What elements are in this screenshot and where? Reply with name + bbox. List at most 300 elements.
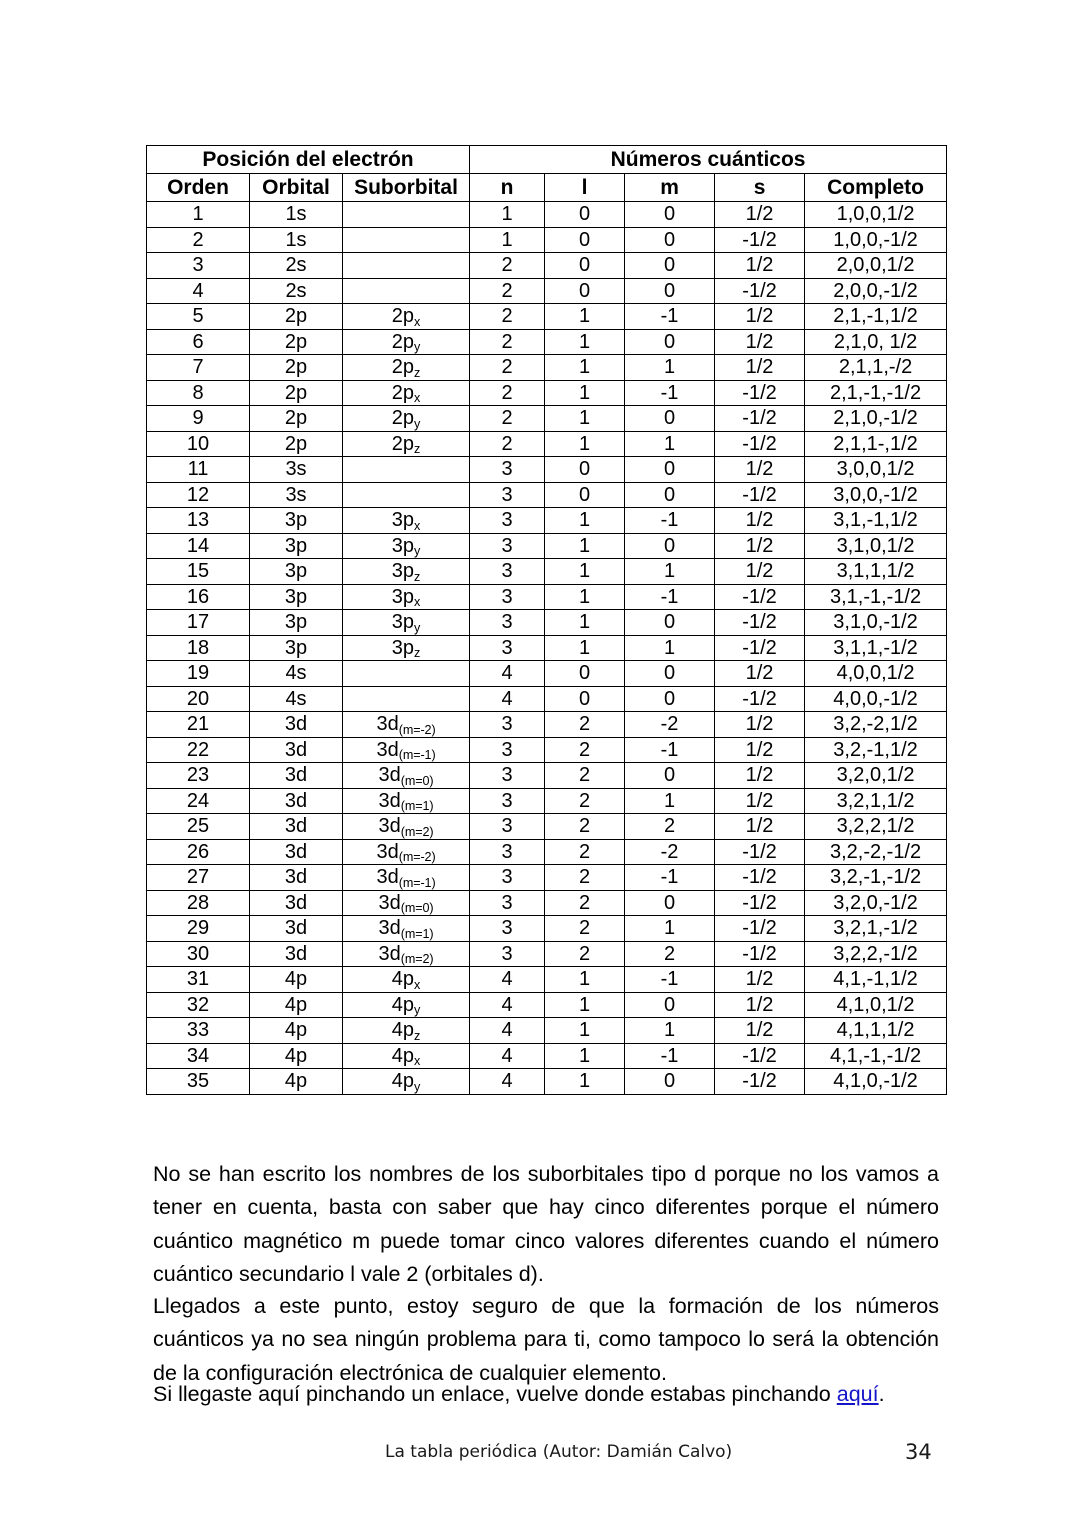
suborbital-base: 3d [376, 840, 399, 863]
suborbital-subscript: x [414, 391, 421, 406]
cell-s: 1/2 [715, 814, 805, 840]
cell-completo: 2,1,1-,1/2 [805, 431, 947, 457]
cell-m: 0 [625, 329, 715, 355]
cell-s: -1/2 [715, 1069, 805, 1095]
cell-orbital: 3p [250, 508, 343, 534]
table-row [147, 380, 947, 406]
aqui-link[interactable]: aquí [836, 1381, 879, 1406]
cell-orbital: 2s [250, 253, 343, 279]
cell-orbital: 3p [250, 610, 343, 636]
cell-n: 3 [470, 941, 545, 967]
cell-orbital: 3d [250, 763, 343, 789]
cell-l: 2 [545, 890, 625, 916]
cell-n: 2 [470, 406, 545, 432]
cell-orden: 3 [147, 253, 250, 279]
cell-s: 1/2 [715, 712, 805, 738]
cell-orden: 31 [147, 967, 250, 993]
cell-orbital: 3s [250, 457, 343, 483]
cell-suborbital [343, 1018, 470, 1044]
cell-s: -1/2 [715, 890, 805, 916]
cell-n: 2 [470, 431, 545, 457]
cell-m: 0 [625, 457, 715, 483]
cell-n: 3 [470, 737, 545, 763]
cell-completo: 3,1,0,1/2 [805, 533, 947, 559]
table-row [147, 355, 947, 381]
cell-suborbital [343, 1069, 470, 1095]
cell-m: 2 [625, 814, 715, 840]
cell-orbital: 2p [250, 431, 343, 457]
cell-suborbital [343, 355, 470, 381]
cell-s: 1/2 [715, 508, 805, 534]
cell-l: 1 [545, 610, 625, 636]
suborbital-subscript: (m=0) [400, 901, 434, 916]
cell-orden: 18 [147, 635, 250, 661]
table-row [147, 406, 947, 432]
suborbital-base: 2p [391, 432, 415, 455]
cell-orden: 27 [147, 865, 250, 891]
cell-m: -1 [625, 304, 715, 330]
cell-completo: 1,0,0,1/2 [805, 202, 947, 228]
cell-orden: 23 [147, 763, 250, 789]
table-row [147, 890, 947, 916]
suborbital-subscript: z [414, 442, 421, 457]
paragraph-llegados-a-este-punto: Llegados a este punto, estoy seguro de que la formación de los números cuánticos ya no sea ningún problema para ti, como tampoco lo será la obtención de la configuración electrónica de cualquier elemento. [153, 1293, 939, 1385]
column-header-orbital: Orbital [250, 174, 343, 202]
table-row [147, 559, 947, 585]
cell-m: 1 [625, 559, 715, 585]
cell-orbital: 4s [250, 661, 343, 687]
cell-completo: 3,2,-1,1/2 [805, 737, 947, 763]
suborbital-base: 3d [378, 789, 401, 812]
cell-m: 0 [625, 763, 715, 789]
group-header-posicion: Posición del electrón [147, 146, 470, 174]
cell-suborbital [343, 533, 470, 559]
cell-suborbital [343, 304, 470, 330]
suborbital-subscript: y [414, 340, 421, 355]
suborbital-subscript: y [414, 544, 421, 559]
table-row [147, 1069, 947, 1095]
cell-m: 0 [625, 661, 715, 687]
cell-m: -1 [625, 508, 715, 534]
cell-n: 4 [470, 1018, 545, 1044]
cell-completo: 3,2,0,-1/2 [805, 890, 947, 916]
suborbital-subscript: y [414, 1079, 421, 1094]
table-row [147, 686, 947, 712]
cell-orden: 4 [147, 278, 250, 304]
cell-orbital: 4p [250, 967, 343, 993]
table-row [147, 992, 947, 1018]
cell-orbital: 4p [250, 1043, 343, 1069]
cell-completo: 3,2,-2,-1/2 [805, 839, 947, 865]
suborbital-base: 3d [376, 713, 399, 736]
cell-suborbital [343, 584, 470, 610]
cell-orbital: 2p [250, 380, 343, 406]
table-row [147, 661, 947, 687]
cell-l: 2 [545, 788, 625, 814]
cell-orbital: 2p [250, 406, 343, 432]
suborbital-subscript: (m=-1) [398, 748, 436, 763]
paragraph-enlace-text-after: . [878, 1381, 885, 1406]
column-header-n: n [470, 174, 545, 202]
cell-orden: 15 [147, 559, 250, 585]
cell-orden: 8 [147, 380, 250, 406]
column-header-m: m [625, 174, 715, 202]
table-row [147, 737, 947, 763]
table-row [147, 584, 947, 610]
cell-n: 1 [470, 227, 545, 253]
cell-l: 0 [545, 278, 625, 304]
cell-orbital: 3d [250, 916, 343, 942]
suborbital-subscript: y [414, 416, 421, 431]
table-header [147, 146, 947, 202]
cell-orden: 14 [147, 533, 250, 559]
cell-suborbital [343, 839, 470, 865]
table-body [147, 202, 947, 1095]
cell-completo: 3,2,0,1/2 [805, 763, 947, 789]
cell-m: -2 [625, 712, 715, 738]
cell-n: 3 [470, 890, 545, 916]
footer-document-title: La tabla periódica (Autor: Damián Calvo) [385, 1442, 733, 1462]
cell-suborbital [343, 661, 470, 687]
cell-suborbital [343, 992, 470, 1018]
cell-s: -1/2 [715, 227, 805, 253]
cell-n: 3 [470, 457, 545, 483]
cell-suborbital [343, 559, 470, 585]
cell-s: -1/2 [715, 941, 805, 967]
quantum-numbers-table [146, 145, 947, 1095]
cell-l: 0 [545, 227, 625, 253]
cell-completo: 2,1,0,-1/2 [805, 406, 947, 432]
cell-orbital: 3d [250, 865, 343, 891]
cell-s: -1/2 [715, 635, 805, 661]
cell-orbital: 4p [250, 1018, 343, 1044]
cell-n: 2 [470, 355, 545, 381]
cell-completo: 1,0,0,-1/2 [805, 227, 947, 253]
suborbital-base: 3d [376, 738, 399, 761]
cell-orden: 20 [147, 686, 250, 712]
cell-s: -1/2 [715, 865, 805, 891]
table-row [147, 1018, 947, 1044]
cell-n: 2 [470, 278, 545, 304]
cell-m: 0 [625, 992, 715, 1018]
paragraph-enlace-text-before: Si llegaste aquí pinchando un enlace, vuelve donde estabas pinchando [153, 1381, 837, 1406]
cell-n: 4 [470, 992, 545, 1018]
cell-s: -1/2 [715, 584, 805, 610]
cell-n: 3 [470, 865, 545, 891]
suborbital-base: 4p [391, 993, 415, 1016]
suborbital-subscript: x [414, 595, 421, 610]
cell-l: 1 [545, 406, 625, 432]
suborbital-subscript: x [414, 314, 421, 329]
table-row [147, 431, 947, 457]
column-header-orden: Orden [147, 174, 250, 202]
suborbital-base: 4p [391, 968, 415, 991]
suborbital-base: 3d [378, 815, 401, 838]
cell-l: 1 [545, 584, 625, 610]
cell-suborbital [343, 967, 470, 993]
table-row [147, 1043, 947, 1069]
cell-suborbital [343, 202, 470, 228]
cell-orbital: 3p [250, 584, 343, 610]
table-row [147, 508, 947, 534]
cell-s: 1/2 [715, 1018, 805, 1044]
table-column-header-row [147, 174, 947, 202]
cell-m: -1 [625, 865, 715, 891]
table-row [147, 712, 947, 738]
suborbital-subscript: z [414, 569, 421, 584]
cell-l: 2 [545, 712, 625, 738]
cell-completo: 4,1,1,1/2 [805, 1018, 947, 1044]
cell-l: 2 [545, 916, 625, 942]
cell-orden: 21 [147, 712, 250, 738]
suborbital-base: 3p [391, 585, 415, 608]
cell-l: 0 [545, 482, 625, 508]
cell-completo: 3,1,-1,-1/2 [805, 584, 947, 610]
cell-m: 1 [625, 788, 715, 814]
cell-l: 1 [545, 1043, 625, 1069]
cell-completo: 4,1,0,1/2 [805, 992, 947, 1018]
cell-s: -1/2 [715, 1043, 805, 1069]
table-row [147, 814, 947, 840]
cell-n: 4 [470, 686, 545, 712]
cell-m: 1 [625, 1018, 715, 1044]
cell-orden: 1 [147, 202, 250, 228]
cell-n: 3 [470, 482, 545, 508]
suborbital-subscript: (m=1) [400, 799, 434, 814]
cell-s: -1/2 [715, 380, 805, 406]
cell-l: 1 [545, 431, 625, 457]
cell-completo: 4,0,0,1/2 [805, 661, 947, 687]
cell-s: -1/2 [715, 610, 805, 636]
cell-orbital: 2p [250, 355, 343, 381]
cell-n: 3 [470, 635, 545, 661]
cell-suborbital [343, 508, 470, 534]
cell-s: 1/2 [715, 329, 805, 355]
cell-l: 0 [545, 202, 625, 228]
group-header-numeros: Números cuánticos [470, 146, 947, 174]
cell-m: 0 [625, 686, 715, 712]
cell-completo: 3,2,-2,1/2 [805, 712, 947, 738]
cell-l: 2 [545, 865, 625, 891]
cell-suborbital [343, 763, 470, 789]
cell-orbital: 1s [250, 202, 343, 228]
cell-l: 1 [545, 355, 625, 381]
cell-s: -1/2 [715, 431, 805, 457]
cell-suborbital [343, 686, 470, 712]
cell-m: -2 [625, 839, 715, 865]
suborbital-base: 2p [391, 381, 415, 404]
cell-s: -1/2 [715, 278, 805, 304]
cell-orden: 22 [147, 737, 250, 763]
cell-n: 4 [470, 967, 545, 993]
cell-orbital: 3s [250, 482, 343, 508]
suborbital-base: 2p [391, 305, 415, 328]
cell-s: -1/2 [715, 406, 805, 432]
cell-n: 3 [470, 559, 545, 585]
cell-s: -1/2 [715, 686, 805, 712]
cell-l: 1 [545, 967, 625, 993]
table-group-header-row [147, 146, 947, 174]
cell-suborbital [343, 788, 470, 814]
cell-n: 4 [470, 1069, 545, 1095]
table-row [147, 763, 947, 789]
cell-s: 1/2 [715, 559, 805, 585]
suborbital-base: 4p [391, 1019, 415, 1042]
table-row [147, 635, 947, 661]
cell-l: 2 [545, 763, 625, 789]
table-row [147, 610, 947, 636]
suborbital-subscript: (m=1) [400, 926, 434, 941]
suborbital-subscript: (m=-2) [398, 722, 436, 737]
suborbital-subscript: y [414, 620, 421, 635]
cell-completo: 3,2,2,1/2 [805, 814, 947, 840]
cell-m: -1 [625, 1043, 715, 1069]
cell-suborbital [343, 1043, 470, 1069]
suborbital-subscript: x [414, 977, 421, 992]
table-row [147, 788, 947, 814]
cell-n: 3 [470, 533, 545, 559]
cell-orden: 5 [147, 304, 250, 330]
cell-orbital: 3d [250, 839, 343, 865]
cell-suborbital [343, 941, 470, 967]
table-row [147, 227, 947, 253]
cell-s: 1/2 [715, 355, 805, 381]
table-row [147, 278, 947, 304]
footer-page-number: 34 [905, 1440, 932, 1464]
cell-orbital: 4s [250, 686, 343, 712]
cell-orden: 13 [147, 508, 250, 534]
suborbital-subscript: z [414, 646, 421, 661]
column-header-suborbital: Suborbital [343, 174, 470, 202]
cell-l: 1 [545, 329, 625, 355]
cell-orden: 17 [147, 610, 250, 636]
suborbital-base: 3d [378, 764, 401, 787]
cell-suborbital [343, 278, 470, 304]
cell-l: 1 [545, 533, 625, 559]
cell-suborbital [343, 482, 470, 508]
cell-completo: 4,1,-1,-1/2 [805, 1043, 947, 1069]
cell-suborbital [343, 457, 470, 483]
suborbital-base: 3p [391, 611, 415, 634]
table-row [147, 253, 947, 279]
suborbital-subscript: y [414, 1003, 421, 1018]
cell-suborbital [343, 610, 470, 636]
cell-orden: 6 [147, 329, 250, 355]
cell-n: 2 [470, 380, 545, 406]
cell-orden: 9 [147, 406, 250, 432]
cell-s: 1/2 [715, 253, 805, 279]
cell-s: 1/2 [715, 661, 805, 687]
table-row [147, 533, 947, 559]
cell-orbital: 3p [250, 559, 343, 585]
cell-orbital: 3p [250, 533, 343, 559]
cell-orbital: 2p [250, 304, 343, 330]
cell-orbital: 3d [250, 890, 343, 916]
cell-completo: 2,1,1,-/2 [805, 355, 947, 381]
cell-suborbital [343, 329, 470, 355]
cell-completo: 4,1,-1,1/2 [805, 967, 947, 993]
suborbital-subscript: z [414, 1028, 421, 1043]
cell-m: -1 [625, 380, 715, 406]
cell-l: 2 [545, 737, 625, 763]
cell-orbital: 3d [250, 788, 343, 814]
cell-orbital: 3p [250, 635, 343, 661]
cell-m: 0 [625, 610, 715, 636]
cell-m: 1 [625, 635, 715, 661]
suborbital-base: 3d [378, 942, 401, 965]
cell-n: 3 [470, 916, 545, 942]
cell-m: 0 [625, 1069, 715, 1095]
cell-orden: 16 [147, 584, 250, 610]
cell-suborbital [343, 227, 470, 253]
column-header-l: l [545, 174, 625, 202]
cell-orden: 24 [147, 788, 250, 814]
cell-m: 0 [625, 227, 715, 253]
cell-s: 1/2 [715, 202, 805, 228]
cell-l: 2 [545, 941, 625, 967]
cell-orden: 2 [147, 227, 250, 253]
cell-s: -1/2 [715, 482, 805, 508]
cell-m: 0 [625, 890, 715, 916]
cell-s: -1/2 [715, 916, 805, 942]
suborbital-subscript: z [414, 365, 421, 380]
cell-completo: 3,0,0,1/2 [805, 457, 947, 483]
cell-orden: 30 [147, 941, 250, 967]
cell-l: 0 [545, 661, 625, 687]
cell-m: -1 [625, 584, 715, 610]
cell-completo: 2,1,0, 1/2 [805, 329, 947, 355]
cell-m: 0 [625, 278, 715, 304]
cell-orbital: 4p [250, 1069, 343, 1095]
column-header-s: s [715, 174, 805, 202]
cell-s: 1/2 [715, 304, 805, 330]
cell-suborbital [343, 916, 470, 942]
cell-n: 3 [470, 508, 545, 534]
cell-orden: 33 [147, 1018, 250, 1044]
cell-n: 4 [470, 1043, 545, 1069]
cell-s: 1/2 [715, 967, 805, 993]
suborbital-base: 3p [391, 560, 415, 583]
suborbital-base: 3p [391, 534, 415, 557]
cell-m: 1 [625, 355, 715, 381]
cell-l: 2 [545, 839, 625, 865]
cell-s: 1/2 [715, 788, 805, 814]
suborbital-subscript: (m=2) [400, 824, 434, 839]
suborbital-base: 2p [391, 407, 415, 430]
cell-s: 1/2 [715, 763, 805, 789]
cell-s: 1/2 [715, 992, 805, 1018]
cell-orden: 10 [147, 431, 250, 457]
cell-completo: 3,2,1,-1/2 [805, 916, 947, 942]
cell-orden: 11 [147, 457, 250, 483]
cell-n: 2 [470, 304, 545, 330]
cell-l: 1 [545, 635, 625, 661]
table-row [147, 839, 947, 865]
cell-l: 1 [545, 1018, 625, 1044]
cell-l: 1 [545, 304, 625, 330]
cell-orden: 19 [147, 661, 250, 687]
column-header-completo: Completo [805, 174, 947, 202]
suborbital-subscript: (m=0) [400, 773, 434, 788]
cell-orbital: 2s [250, 278, 343, 304]
cell-m: 0 [625, 482, 715, 508]
cell-m: -1 [625, 967, 715, 993]
paragraph-suborbitales-d: No se han escrito los nombres de los suborbitales tipo d porque no los vamos a tener en cuenta, basta con saber que hay cinco diferentes porque el número cuántico magnético m puede tomar cinco valores diferentes cuando el número cuántico secundario l vale 2 (orbitales d). [153, 1161, 939, 1286]
cell-orden: 35 [147, 1069, 250, 1095]
cell-l: 1 [545, 380, 625, 406]
cell-suborbital [343, 253, 470, 279]
cell-suborbital [343, 431, 470, 457]
